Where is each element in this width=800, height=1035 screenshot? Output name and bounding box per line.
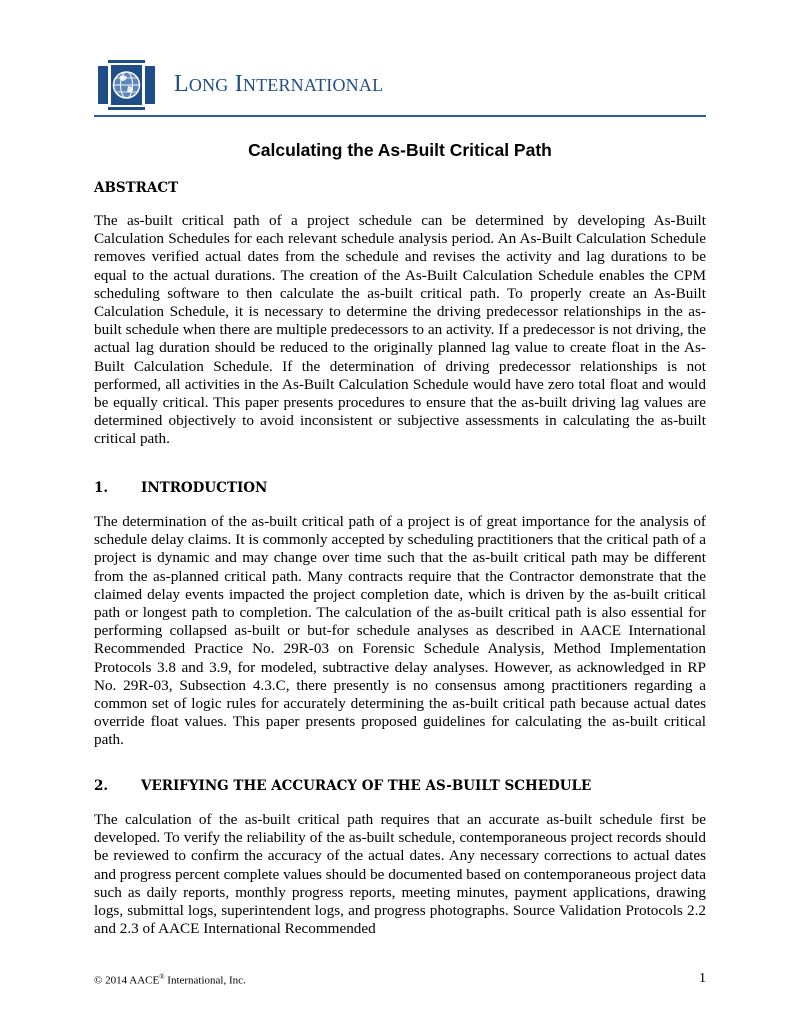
- header-divider: [94, 115, 706, 117]
- footer-copyright: [94, 973, 246, 987]
- registered-mark: ®: [159, 973, 165, 981]
- abstract-heading: ABSTRACT: [94, 180, 179, 196]
- section-title: VERIFYING THE ACCURACY OF THE AS-BUILT SCHEDULE: [141, 778, 592, 794]
- copyright-prefix: © 2014 AACE: [94, 974, 160, 987]
- section-number: 2.: [94, 778, 109, 794]
- copyright-suffix: International, Inc.: [164, 974, 246, 987]
- long-international-logo: [94, 60, 159, 110]
- section-heading-introduction: [94, 480, 267, 496]
- section-title: INTRODUCTION: [141, 480, 268, 496]
- section-heading-verifying: [94, 778, 591, 794]
- section-number: 1.: [94, 480, 109, 496]
- page-number: 1: [699, 971, 706, 986]
- letterhead: [94, 60, 706, 118]
- verifying-body: The calculation of the as-built critical path requires that an accurate as-built schedule first be developed. To verify the reliability of the as-built schedule, contemporaneous project records should be reviewed to confirm the accuracy of the actual dates. Any necessary corrections to actual dates and progress percent complete values should be documented based on contemporaneous project data such as daily reports, monthly progress reports, meeting minutes, payment applications, drawing logs, submittal logs, superintendent logs, and progress photographs. Source Validation Protocols 2.2 and 2.3 of AACE International Recommended: [94, 811, 706, 938]
- introduction-body: The determination of the as-built critical path of a project is of great importance for the analysis of schedule delay claims. It is commonly accepted by scheduling practitioners that the critical path of a project is dynamic and may change over time such that the as-built critical path may be different from the as-planned critical path. Many contracts require that the Contractor demonstrate that the claimed delay events impacted the project completion date, which is driven by the as-built critical path or longest path to completion. The calculation of the as-built critical path is also essential for performing collapsed as-built or but-for schedule analyses as described in AACE International Recommended Practice No. 29R-03 on Forensic Schedule Analysis, Method Implementation Protocols 3.8 and 3.9, for modeled, subtractive delay analyses. However, as acknowledged in RP No. 29R-03, Subsection 4.3.C, there presently is no consensus among practitioners regarding a common set of logic rules for accurately determining the as-built critical path because actual dates override float values. This paper presents proposed guidelines for calculating the as-built critical path.: [94, 513, 706, 749]
- abstract-body: The as-built critical path of a project schedule can be determined by developing As-Built Calculation Schedules for each relevant schedule analysis period. An As-Built Calculation Schedule removes verified actual dates from the schedule and revises the activity and lag durations to be equal to the actual durations. The creation of the As-Built Calculation Schedule enables the CPM scheduling software to then calculate the as-built critical path. To properly create an As-Built Calculation Schedule, it is necessary to determine the driving predecessor relationships in the as-built schedule when there are multiple predecessors to an activity. If a predecessor is not driving, the actual lag duration should be reduced to the originally planned lag value to create float in the As-Built Calculation Schedule. If the determination of driving predecessor relationships is not performed, all activities in the As-Built Calculation Schedule would have zero total float and would be equally critical. This paper presents procedures to ensure that the as-built driving lag values are determined objectively to avoid inconsistent or subjective assessments in calculating the as-built critical path.: [94, 212, 706, 448]
- document-title: Calculating the As-Built Critical Path: [248, 140, 552, 160]
- brand-name: LONG INTERNATIONAL: [174, 71, 384, 97]
